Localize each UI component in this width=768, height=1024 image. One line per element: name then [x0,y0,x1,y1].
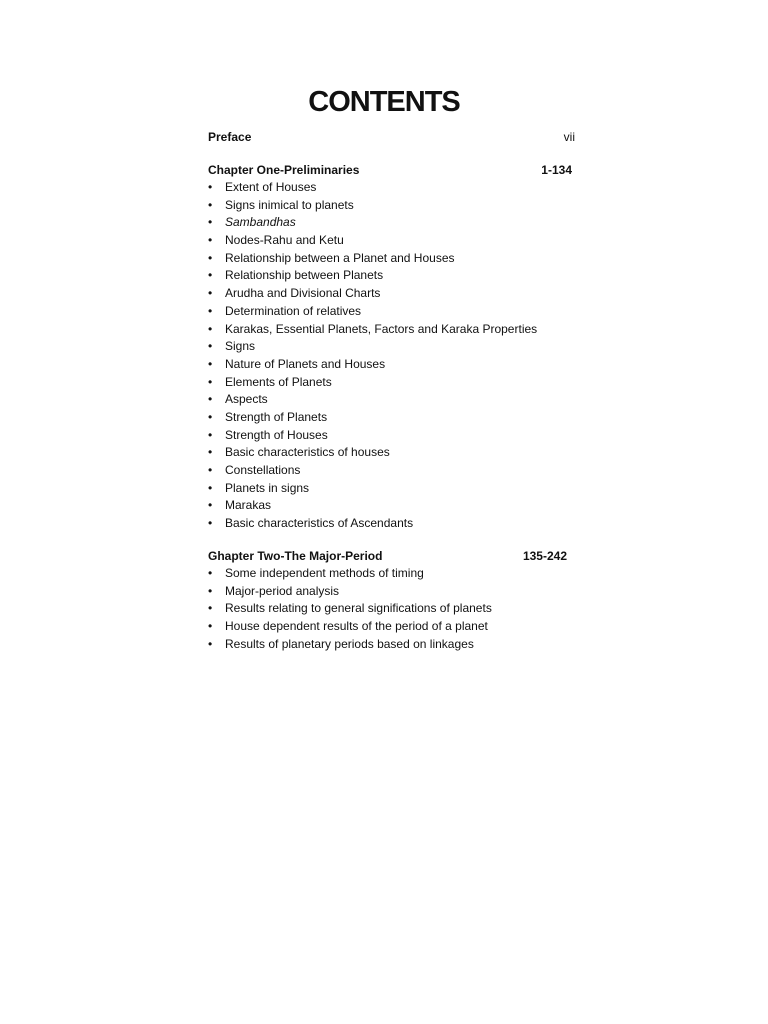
list-item: • Marakas [208,497,537,515]
list-item: • Major-period analysis [208,583,492,601]
chapter-one-topic-list [208,179,537,533]
bullet-icon: • [208,392,213,407]
list-item: • Some independent methods of timing [208,565,492,583]
bullet-icon: • [208,409,213,424]
list-item: • House dependent results of the period of a planet [208,618,492,636]
bullet-icon: • [208,498,213,513]
toc-entry-page: vii [563,130,575,144]
list-item: • Signs inimical to planets [208,197,537,215]
page-title: CONTENTS [308,86,460,118]
bullet-icon: • [208,321,213,336]
list-item: • Karakas, Essential Planets, Factors and Karaka Properties [208,321,537,339]
list-item: • Basic characteristics of Ascendants [208,515,537,533]
bullet-icon: • [208,286,213,301]
chapter-heading-two [208,549,567,563]
bullet-icon: • [208,566,213,580]
list-item: • Basic characteristics of houses [208,444,537,462]
list-item: • Signs [208,338,537,356]
chapter-pages: 135-242 [522,549,567,563]
bullet-icon: • [208,356,213,371]
list-item: • Strength of Planets [208,409,537,427]
bullet-icon: • [208,215,213,230]
bullet-icon: • [208,619,213,634]
bullet-icon: • [208,445,213,460]
bullet-icon: • [208,303,213,318]
list-item: • Aspects [208,391,537,409]
chapter-title: Chapter One-Preliminaries [208,163,360,177]
bullet-icon: • [208,233,213,248]
list-item: • Nature of Planets and Houses [208,356,537,374]
list-item: • Strength of Houses [208,427,537,445]
bullet-icon: • [208,339,213,354]
list-item: • Nodes-Rahu and Ketu [208,232,537,250]
bullet-icon: • [208,250,213,265]
list-item: • Planets in signs [208,480,537,498]
bullet-icon: • [208,268,213,283]
bullet-icon: • [208,427,213,442]
list-item: • Arudha and Divisional Charts [208,285,537,303]
chapter-two-topic-list [208,565,492,653]
bullet-icon: • [208,583,213,598]
list-item: • Determination of relatives [208,303,537,321]
toc-entry-label: Preface [208,130,252,144]
bullet-icon: • [208,480,213,495]
list-item: • Results of planetary periods based on linkages [208,636,492,654]
list-item: • Extent of Houses [208,179,537,197]
list-item: • Elements of Planets [208,374,537,392]
bullet-icon: • [208,601,213,616]
list-item: • Constellations [208,462,537,480]
list-item: • Relationship between Planets [208,267,537,285]
bullet-icon: • [208,197,213,212]
list-item: • Sambandhas [208,214,537,232]
list-item: • Relationship between a Planet and Houses [208,250,537,268]
toc-entry-preface [208,130,575,144]
bullet-icon: • [208,180,213,194]
bullet-icon: • [208,636,213,651]
chapter-pages: 1-134 [541,163,572,177]
bullet-icon: • [208,463,213,477]
chapter-title: Ghapter Two-The Major-Period [208,549,383,563]
bullet-icon: • [208,516,213,531]
list-item: • Results relating to general significations of planets [208,600,492,618]
bullet-icon: • [208,374,213,389]
chapter-heading-one [208,163,572,177]
